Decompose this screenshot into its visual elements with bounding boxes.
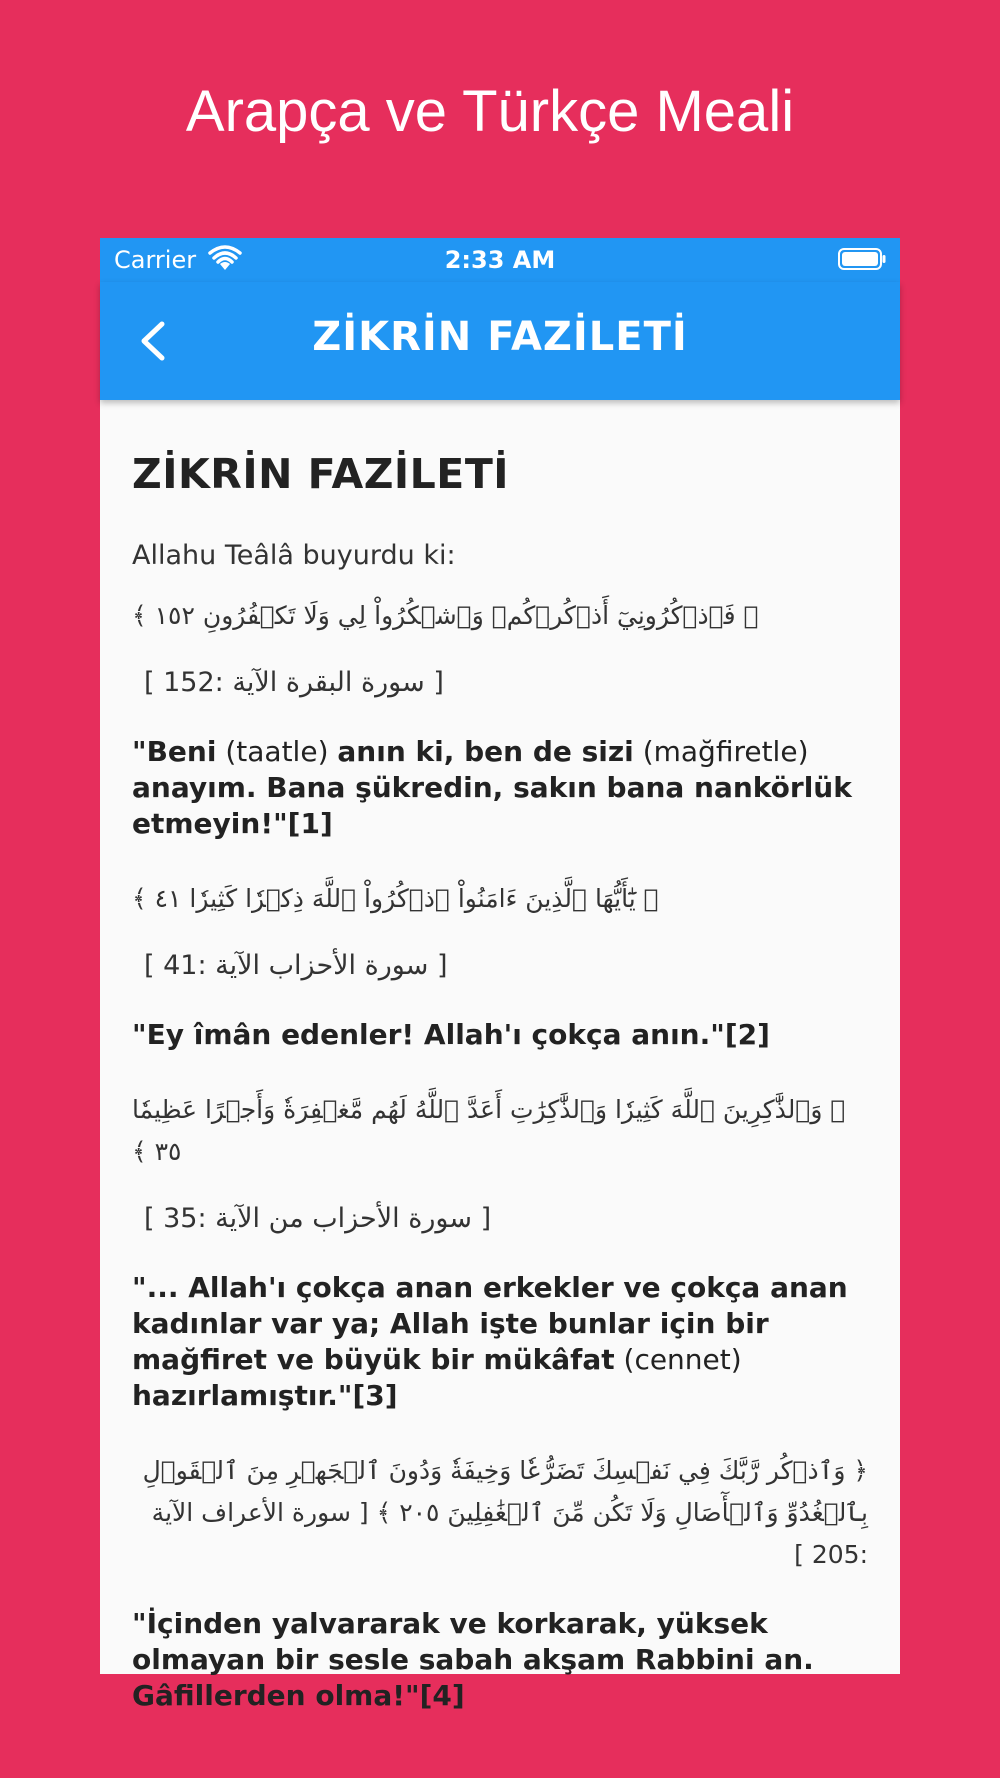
meal-4-text: "İçinden yalvararak ve korkarak, yüksek olmayan bir sesle sabah akşam Rabbini an. Gâfillerden olma!"[4] [132, 1607, 814, 1712]
app-bar [100, 282, 900, 400]
ayah-1 [132, 595, 868, 637]
meal-1-part-2: (taatle) [225, 735, 329, 768]
ayah-1-text: ﴿ فَٱذۡكُرُونِيٓ أَذۡكُرۡكُمۡ وَٱشۡكُرُواْ لِي وَلَا تَكۡفُرُونِ ١٥٢ ﴾ [132, 601, 759, 630]
meal-1-part-5: anayım. Bana şükredin, sakın bana nankörlük etmeyin!"[1] [132, 771, 852, 840]
ayah-3 [132, 1089, 868, 1173]
battery-icon [838, 248, 886, 270]
promo-title: Arapça ve Türkçe Meali [185, 79, 795, 144]
meal-4 [132, 1606, 868, 1714]
meal-1 [132, 734, 868, 842]
meal-3 [132, 1270, 868, 1414]
meal-2-text: "Ey îmân edenler! Allah'ı çokça anın."[2] [132, 1018, 770, 1051]
phone-screen [100, 238, 900, 1712]
status-time: 2:33 AM [444, 246, 556, 274]
ayah-4: ﴿ وَٱذۡكُر رَّبَّكَ فِي نَفۡسِكَ تَضَرُّعٗا وَخِيفَةٗ وَدُونَ ٱلۡجَهۡرِ مِنَ ٱلۡقَوۡلِ بِٱلۡغُدُوِّ وَٱلۡأٓصَالِ وَلَا تَكُن مِّنَ ٱلۡغَٰفِلِينَ ٢٠٥ ﴾ [ سورة الأعراف الآية :205 ] [142, 1456, 868, 1569]
meal-1-part-4: (mağfiretle) [642, 735, 809, 768]
appbar-title: ZİKRİN FAZİLETİ [312, 314, 688, 360]
meal-2 [132, 1017, 868, 1053]
ayah-1-reference-text: [ سورة البقرة الآية :152 ] [144, 667, 444, 698]
meal-3-part-2: (cennet) [623, 1343, 742, 1376]
article-content [132, 450, 868, 1750]
meal-3-part-1: "... Allah'ı çokça anan erkekler ve çokça anan kadınlar var ya; Allah işte bunlar için bir mağfiret ve büyük bir mükâfat [132, 1271, 848, 1376]
ayah-3-text: ﴿ وَٱلذَّٰكِرِينَ ٱللَّهَ كَثِيرٗا وَٱلذَّٰكِرَٰتِ أَعَدَّ ٱللَّهُ لَهُم مَّغۡفِرَةٗ وَأَجۡرًا عَظِيمٗا ٣٥ ﴾ [132, 1095, 846, 1166]
ayah-2-reference-text: [ سورة الأحزاب الآية :41 ] [144, 950, 448, 981]
ayah-2-reference [144, 950, 868, 981]
ayah-3-reference-text: [ سورة الأحزاب من الآية :35 ] [144, 1203, 492, 1234]
page-title: ZİKRİN FAZİLETİ [132, 450, 510, 498]
carrier-label: Carrier [114, 246, 197, 274]
meal-1-part-3: anın ki, ben de sizi [337, 735, 634, 768]
intro-text: Allahu Teâlâ buyurdu ki: [132, 540, 456, 571]
ayah-3-reference [144, 1203, 868, 1234]
ayah-2-text: ﴿ يَٰٓأَيُّهَا ٱلَّذِينَ ءَامَنُواْ ٱذۡكُرُواْ ٱللَّهَ ذِكۡرٗا كَثِيرٗا ٤١ ﴾ [132, 884, 659, 913]
status-bar [100, 238, 900, 282]
meal-3-part-3: hazırlamıştır."[3] [132, 1379, 398, 1412]
meal-1-part-1: "Beni [132, 735, 217, 768]
ayah-2 [132, 878, 868, 920]
ayah-1-reference [144, 667, 868, 698]
